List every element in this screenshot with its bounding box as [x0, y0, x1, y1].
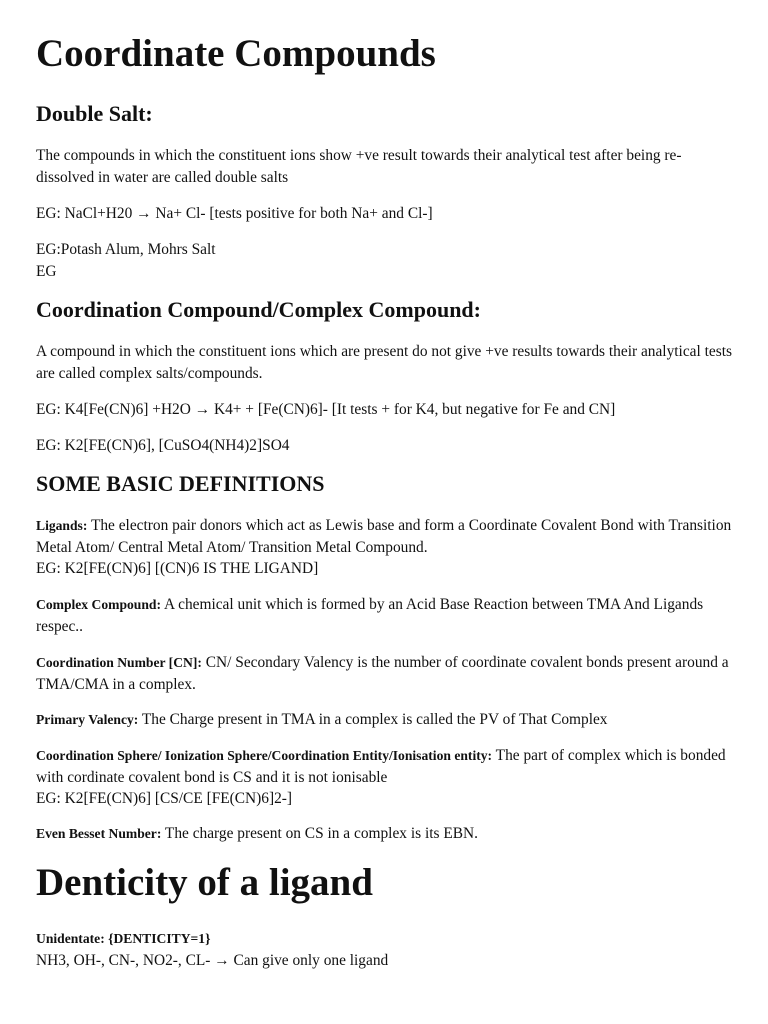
- unidentate-term: Unidentate: {DENTICITY=1}: [36, 931, 211, 946]
- ligands-term: Ligands:: [36, 518, 88, 533]
- primary-valency-text: The Charge present in TMA in a complex is called the PV of That Complex: [138, 711, 608, 728]
- primary-valency-term: Primary Valency:: [36, 712, 139, 727]
- ligands-text: The electron pair donors which act as Lewis base and form a Coordinate Covalent Bond with Transition Metal Atom/ Central Metal Atom/ Transition Metal Compound.: [36, 517, 732, 556]
- definition-even-besset-number: [36, 823, 736, 845]
- definition-complex-compound: [36, 594, 736, 637]
- double-salt-example-2: EG:Potash Alum, Mohrs Salt: [36, 241, 216, 258]
- definition-coordination-sphere: [36, 745, 736, 810]
- complex-compound-term: Complex Compound:: [36, 597, 162, 612]
- double-salt-examples: [36, 239, 736, 282]
- coordination-sphere-term: Coordination Sphere/ Ionization Sphere/Coordination Entity/Ionisation entity:: [36, 748, 493, 763]
- definition-unidentate: [36, 928, 736, 971]
- double-salt-paragraph: The compounds in which the constituent ions show +ve result towards their analytical test after being re-dissolved in water are called double salts: [36, 147, 682, 186]
- coordination-sphere-example: EG: K2[FE(CN)6] [CS/CE [FE(CN)6]2-]: [36, 790, 293, 807]
- denticity-heading: Denticity of a ligand: [36, 861, 373, 904]
- definition-primary-valency: [36, 709, 736, 731]
- definition-ligands: [36, 515, 736, 580]
- definition-coordination-number: [36, 652, 736, 695]
- coordination-number-term: Coordination Number [CN]:: [36, 655, 202, 670]
- page-title: Coordinate Compounds: [36, 32, 436, 75]
- unidentate-text: NH3, OH-, CN-, NO2-, CL- → Can give only one ligand: [36, 951, 389, 969]
- coordination-compound-example-1: EG: K4[Fe(CN)6] +H2O → K4+ + [Fe(CN)6]- [It tests + for K4, but negative for Fe and CN]: [36, 401, 616, 418]
- double-salt-heading: Double Salt:: [36, 101, 153, 126]
- definitions-heading: SOME BASIC DEFINITIONS: [36, 471, 325, 496]
- coordination-compound-paragraph: A compound in which the constituent ions which are present do not give +ve results towards their analytical tests are called complex salts/compounds.: [36, 343, 732, 382]
- complex-compound-text: A chemical unit which is formed by an Acid Base Reaction between TMA And Ligands respec..: [36, 596, 704, 635]
- double-salt-example-1: EG: NaCl+H20 → Na+ Cl- [tests positive for both Na+ and Cl-]: [36, 205, 433, 222]
- double-salt-example-3: EG: [36, 262, 57, 280]
- coordination-compound-heading: Coordination Compound/Complex Compound:: [36, 297, 481, 322]
- coordination-compound-example-2: EG: K2[FE(CN)6], [CuSO4(NH4)2]SO4: [36, 437, 290, 454]
- ligands-example: EG: K2[FE(CN)6] [(CN)6 IS THE LIGAND]: [36, 560, 319, 577]
- coordination-number-text: CN/ Secondary Valency is the number of coordinate covalent bonds present around a TMA/CMA in a complex.: [36, 654, 729, 693]
- even-besset-term: Even Besset Number:: [36, 826, 162, 841]
- coordination-sphere-text: The part of complex which is bonded with cordinate covalent bond is CS and it is not ionisable: [36, 747, 726, 786]
- even-besset-text: The charge present on CS in a complex is its EBN.: [161, 825, 478, 842]
